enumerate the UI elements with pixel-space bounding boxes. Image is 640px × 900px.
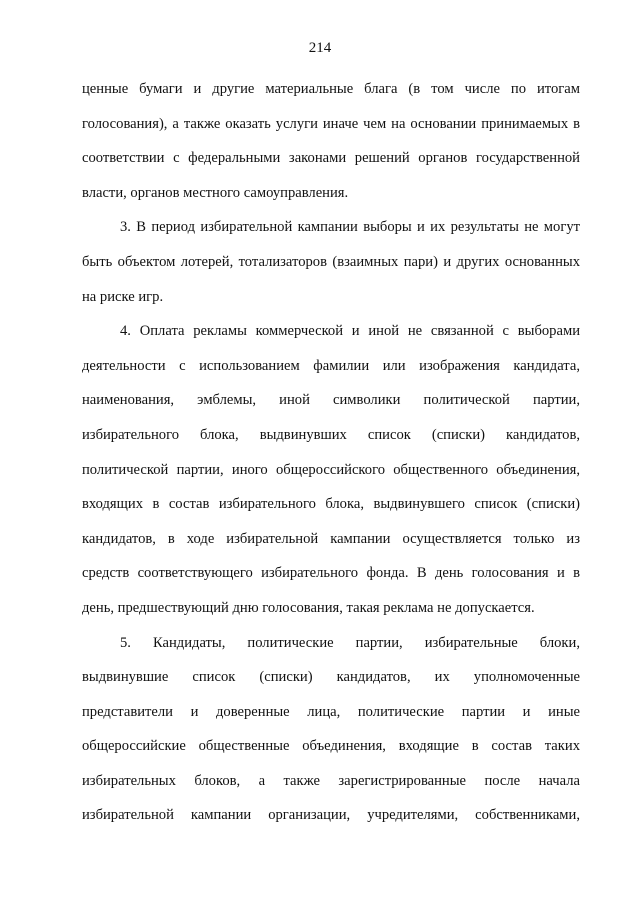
text-line: деятельности с использованием фамилии или изображения кандидата, [82,357,580,374]
text-line: общероссийские общественные объединения, входящие в состав таких [82,738,580,755]
text-line: на риске игр. [82,288,164,305]
text-line: власти, органов местного самоуправления. [82,184,349,201]
text-line: ценные бумаги и другие материальные блага (в том числе по итогам [82,81,580,97]
paragraph-3 [82,210,580,314]
text-line: избирательных блоков, а также зарегистрированные после начала [82,772,580,789]
text-line: 3. В период избирательной кампании выборы и их результаты не могут [120,219,580,236]
text-line: голосования), а также оказать услуги иначе чем на основании принимаемых в [82,115,580,132]
paragraph-4 [82,314,580,625]
text-line: политической партии, иного общероссийского общественного объединения, [82,461,580,478]
text-line: наименования, эмблемы, иной символики политической партии, [82,392,580,409]
text-line: средств соответствующего избирательного фонда. В день голосования и в [82,565,580,582]
document-body [82,72,580,833]
text-line: избирательной кампании организации, учредителями, собственниками, [82,807,580,824]
paragraph-1 [82,72,580,210]
text-line: быть объектом лотерей, тотализаторов (взаимных пари) и других основанных [82,253,580,270]
text-line: соответствии с федеральными законами решений органов государственной [82,150,580,167]
paragraph-5 [82,626,580,834]
text-line: 4. Оплата рекламы коммерческой и иной не связанной с выборами [120,323,580,340]
text-line: кандидатов, в ходе избирательной кампании осуществляется только из [82,530,580,547]
text-line: представители и доверенные лица, политические партии и иные [82,703,580,720]
text-line: день, предшествующий дню голосования, такая реклама не допускается. [82,599,535,616]
text-line: избирательного блока, выдвинувших список (списки) кандидатов, [82,426,580,443]
text-line: входящих в состав избирательного блока, выдвинувшего список (списки) [82,496,580,513]
text-line: 5. Кандидаты, политические партии, избирательные блоки, [120,634,580,651]
page-number: 214 [308,40,332,56]
text-line: выдвинувшие список (списки) кандидатов, их уполномоченные [82,669,580,686]
